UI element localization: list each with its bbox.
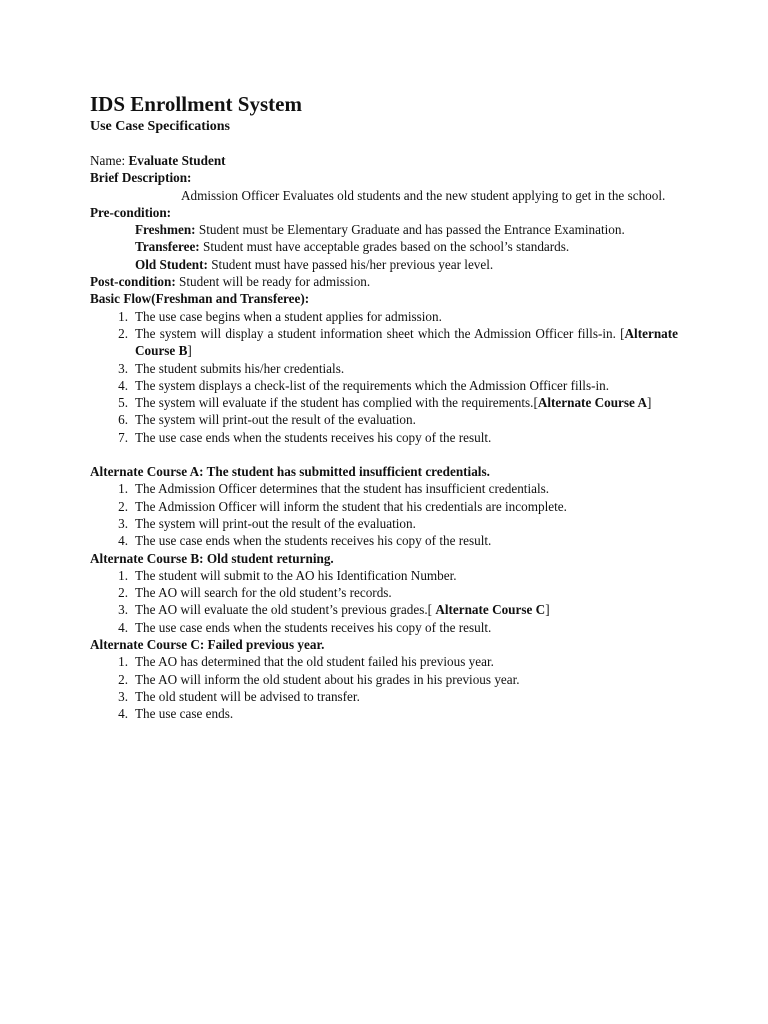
list-item: 4. The use case ends. bbox=[118, 706, 234, 722]
list-item: 2. The AO will search for the old student’s records. bbox=[118, 585, 392, 601]
list-item: 3. The AO will evaluate the old student’s previous grades.[ Alternate Course C] bbox=[118, 602, 550, 618]
basic-flow-list bbox=[90, 308, 678, 446]
list-item: 3. The student submits his/her credentials. bbox=[118, 360, 345, 376]
list-item: 1. The student will submit to the AO his Identification Number. bbox=[118, 567, 457, 583]
brief-heading: Brief Description: bbox=[90, 170, 192, 186]
precondition-old-student: Old Student: Student must have passed his/her previous year level. bbox=[135, 256, 494, 272]
brief-description: Admission Officer Evaluates old students and the new student applying to get in the school. bbox=[181, 187, 666, 203]
list-item: 7. The use case ends when the students receives his copy of the result. bbox=[118, 429, 492, 445]
precondition-transferee: Transferee: Student must have acceptable grades based on the school’s standards. bbox=[135, 239, 570, 255]
list-item: 2. The AO will inform the old student about his grades in his previous year. bbox=[118, 671, 520, 687]
name-value: Evaluate Student bbox=[128, 153, 226, 168]
alternate-course-c-ref: Alternate Course C bbox=[435, 602, 546, 618]
alternate-course-a-ref: Alternate Course A bbox=[537, 395, 647, 411]
list-item: 1. The AO has determined that the old student failed his previous year. bbox=[118, 654, 494, 670]
alternate-course-c-list bbox=[90, 653, 678, 722]
list-item: 6. The system will print-out the result of the evaluation. bbox=[118, 412, 416, 428]
precondition-freshmen: Freshmen: Student must be Elementary Graduate and has passed the Entrance Examination. bbox=[135, 222, 625, 238]
section-gap bbox=[90, 446, 678, 463]
alternate-course-b-list bbox=[90, 567, 678, 636]
list-item: 5. The system will evaluate if the student has complied with the requirements.[Alternate Course A] bbox=[118, 395, 652, 411]
alternate-course-b-ref: Alternate Course B bbox=[135, 325, 678, 359]
alternate-course-a-list bbox=[90, 480, 678, 549]
basic-flow-heading: Basic Flow(Freshman and Transferee): bbox=[90, 291, 310, 307]
document-subtitle: Use Case Specifications bbox=[90, 119, 230, 134]
alternate-course-c-heading: Alternate Course C: Failed previous year. bbox=[90, 637, 325, 653]
name-label: Name: bbox=[90, 153, 129, 168]
list-item: 1. The Admission Officer determines that the student has insufficient credentials. bbox=[118, 481, 550, 497]
list-item: 2. The system will display a student information sheet which the Admission Officer fills-in. [Alternate Course B] bbox=[118, 325, 678, 359]
precondition-heading: Pre-condition: bbox=[90, 204, 172, 220]
name-line bbox=[90, 152, 678, 169]
list-item: 4. The system displays a check-list of the requirements which the Admission Officer fills-in. bbox=[118, 377, 610, 393]
postcondition-line: Post-condition: Student will be ready for admission. bbox=[90, 274, 371, 290]
list-item: 4. The use case ends when the students receives his copy of the result. bbox=[118, 619, 492, 635]
alternate-course-a-heading: Alternate Course A: The student has submitted insufficient credentials. bbox=[90, 464, 490, 480]
list-item: 1. The use case begins when a student applies for admission. bbox=[118, 308, 442, 324]
list-item: 3. The system will print-out the result of the evaluation. bbox=[118, 515, 416, 531]
list-item: 3. The old student will be advised to transfer. bbox=[118, 688, 360, 704]
document-title: IDS Enrollment System bbox=[90, 92, 302, 116]
list-item: 4. The use case ends when the students receives his copy of the result. bbox=[118, 533, 492, 549]
document-body bbox=[90, 152, 678, 723]
alternate-course-b-heading: Alternate Course B: Old student returning. bbox=[90, 550, 334, 566]
list-item: 2. The Admission Officer will inform the student that his credentials are incomplete. bbox=[118, 498, 567, 514]
